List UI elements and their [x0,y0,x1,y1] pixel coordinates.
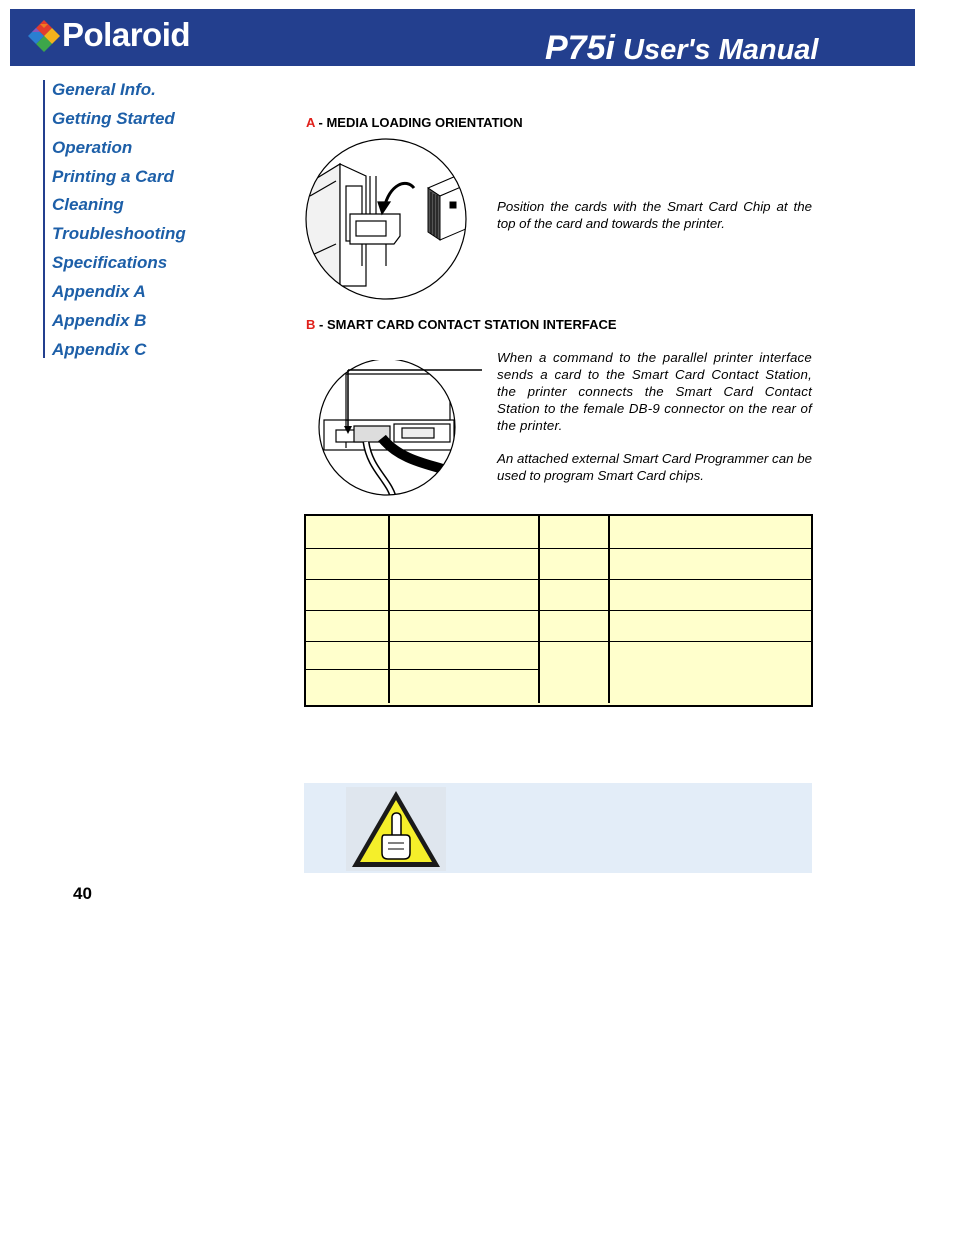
table-row-line [306,610,811,611]
nav-cleaning[interactable]: Cleaning [52,195,124,214]
section-a-title: - MEDIA LOADING ORIENTATION [314,115,523,130]
table-row-line [306,641,811,642]
nav-appendix-c[interactable]: Appendix C [52,340,147,359]
page-header [10,9,915,66]
section-a-text: Position the cards with the Smart Card Chip at the top of the card and towards the printer. [497,199,812,231]
pointing-hand-caution-icon [346,787,446,871]
table-row-line [306,669,538,670]
table-row-line [306,548,811,549]
logo-wordmark: Polaroid [62,16,191,53]
manual-title [545,29,818,68]
table-row-line [306,579,811,580]
section-b-paragraph-1: When a command to the parallel printer interface sends a card to the Smart Card Contact Station, the printer connects the Smart Card Contact Station to the female DB-9 connector on the rear of the printer. [497,350,812,433]
nav-appendix-b[interactable]: Appendix B [52,311,147,330]
section-b-heading [306,317,617,332]
nav-specifications[interactable]: Specifications [52,253,168,272]
section-b-paragraph-2: An attached external Smart Card Programmer can be used to program Smart Card chips. [497,451,812,483]
section-a-heading [306,115,523,130]
title-model: P75i [545,29,615,67]
media-loading-illustration [300,136,480,304]
sidebar-nav [43,80,245,358]
section-b-letter: B [306,317,316,332]
polaroid-logo [28,16,203,56]
contact-station-illustration [310,360,490,500]
nav-getting-started[interactable]: Getting Started [52,109,175,128]
nav-general-info[interactable]: General Info. [52,80,156,99]
caution-note-box [304,783,812,873]
nav-troubleshooting[interactable]: Troubleshooting [52,224,186,243]
section-b-title: - SMART CARD CONTACT STATION INTERFACE [315,317,617,332]
nav-operation[interactable]: Operation [52,138,133,157]
pin-assignment-table [304,514,813,707]
section-a-letter: A [306,115,315,130]
page-number: 40 [73,884,92,903]
nav-appendix-a[interactable]: Appendix A [52,282,146,301]
polaroid-diamond-icon [28,20,60,52]
title-rest: User's Manual [614,34,819,66]
nav-printing-a-card[interactable]: Printing a Card [52,167,174,186]
